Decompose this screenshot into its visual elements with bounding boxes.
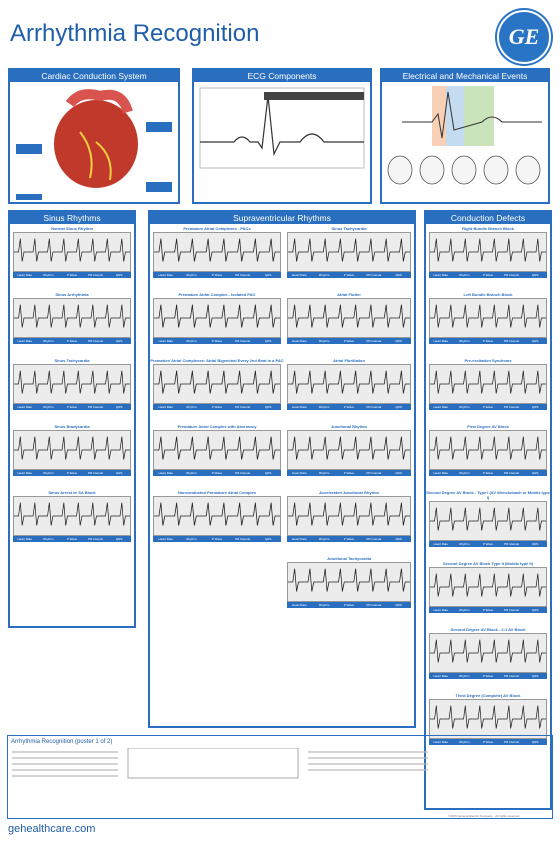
ecg-strip — [429, 501, 547, 541]
table-header-cell: QRS — [264, 537, 272, 541]
table-header-cell: Rhythm — [459, 405, 470, 409]
table-header-cell: PR Interval — [504, 740, 519, 744]
ecg-strip — [153, 364, 281, 404]
page-title: Arrhythmia Recognition — [10, 20, 260, 47]
table-header-cell: QRS — [395, 471, 402, 475]
footer-info — [7, 735, 553, 819]
rhythm-title: Second Degree AV Block - 2:1 AV Block — [450, 627, 526, 632]
table-header-cell: Heart Rate — [292, 603, 307, 607]
rhythm-table-values — [429, 344, 547, 352]
table-header-cell: Rhythm — [43, 471, 54, 475]
footer-title: Arrhythmia Recognition (poster 1 of 2) — [11, 739, 113, 745]
ecg-strip — [13, 364, 131, 404]
ecg-strip — [429, 633, 547, 673]
table-header-cell: Heart Rate — [292, 339, 307, 343]
table-header-cell: Heart Rate — [292, 537, 307, 541]
rhythm-block — [284, 424, 414, 484]
rhythm-title: Left Bundle Branch Block — [463, 292, 513, 297]
rhythm-block — [150, 424, 284, 484]
table-header-cell: PR Interval — [88, 405, 103, 409]
ecg-strip — [153, 232, 281, 272]
table-header-cell: QRS — [531, 471, 539, 475]
table-header-cell: Heart Rate — [433, 608, 449, 612]
table-header-cell: Heart Rate — [433, 542, 449, 546]
table-header-cell: P Wave — [343, 339, 355, 343]
table-header-cell: Rhythm — [319, 537, 330, 541]
rhythm-table-values — [287, 476, 411, 484]
rhythm-table-values — [287, 344, 411, 352]
footer-url[interactable]: gehealthcare.com — [8, 823, 96, 835]
table-header-cell: Heart Rate — [292, 405, 307, 409]
table-header-cell: PR Interval — [366, 339, 382, 343]
panel-title: Sinus Rhythms — [10, 212, 134, 224]
ge-logo: GE — [497, 10, 551, 64]
table-header-cell: Rhythm — [186, 537, 197, 541]
table-header-cell: P Wave — [211, 405, 223, 409]
rhythm-block — [426, 292, 550, 352]
rhythm-title: Sinus Arrest or SA Block — [48, 490, 96, 495]
table-header-cell: Rhythm — [459, 608, 470, 612]
rhythm-title: Junctional Rhythm — [330, 424, 367, 429]
ecg-strip — [287, 562, 411, 602]
panel-title: Electrical and Mechanical Events — [382, 70, 548, 82]
rhythm-table-values — [153, 542, 281, 550]
table-header-cell: PR Interval — [88, 339, 103, 343]
table-header-cell: QRS — [264, 339, 272, 343]
rhythm-table-values — [13, 278, 131, 286]
ecg-strip — [287, 430, 411, 470]
rhythm-block — [426, 561, 550, 621]
table-header-cell: QRS — [115, 537, 123, 541]
footer-text-lines — [8, 748, 548, 814]
ecg-strip — [287, 232, 411, 272]
rhythm-table-values — [13, 344, 131, 352]
rhythm-title: Right Bundle Branch Block — [462, 226, 514, 231]
table-header-cell: QRS — [115, 471, 123, 475]
rhythm-table-values — [429, 613, 547, 621]
table-header-cell: PR Interval — [366, 537, 382, 541]
rhythm-table-values — [429, 278, 547, 286]
rhythm-table-values — [153, 410, 281, 418]
table-header-cell: PR Interval — [504, 339, 519, 343]
rhythm-title: Sinus Tachycardia — [331, 226, 367, 231]
table-header-cell: QRS — [531, 740, 539, 744]
table-header-cell: Heart Rate — [433, 740, 449, 744]
ecg-strip — [153, 298, 281, 338]
table-header-cell: P Wave — [482, 608, 494, 612]
table-header-cell: QRS — [395, 339, 402, 343]
table-header-cell: P Wave — [66, 339, 78, 343]
table-header-cell: QRS — [531, 273, 539, 277]
rhythm-table-values — [153, 344, 281, 352]
rhythm-block — [10, 226, 134, 286]
rhythm-title: Premature Atrial Complexes - PACs — [183, 226, 251, 231]
rhythm-title: Atrial Flutter — [337, 292, 361, 297]
table-header-cell: QRS — [531, 339, 539, 343]
rhythm-block — [284, 490, 414, 550]
ecg-strip — [13, 496, 131, 536]
copyright: ©2015 General Electric Company - All rights reserved. — [448, 814, 521, 818]
table-header-cell: P Wave — [343, 471, 355, 475]
rhythm-title: Third Degree (Complete) AV Block — [455, 693, 521, 698]
rhythm-block — [10, 424, 134, 484]
table-header-cell: Heart Rate — [433, 273, 449, 277]
table-header-cell: P Wave — [482, 405, 494, 409]
table-header-cell: Heart Rate — [17, 471, 33, 475]
table-header-cell: PR Interval — [366, 405, 382, 409]
rhythm-table-values — [287, 410, 411, 418]
table-header-cell: QRS — [264, 471, 272, 475]
ecg-strip — [429, 232, 547, 272]
table-header-cell: P Wave — [211, 273, 223, 277]
table-header-cell: QRS — [115, 273, 123, 277]
rhythm-table-values — [429, 476, 547, 484]
table-header-cell: Rhythm — [43, 405, 54, 409]
table-header-cell: P Wave — [66, 273, 78, 277]
panel-conduction — [8, 68, 180, 204]
table-header-cell: PR Interval — [366, 471, 382, 475]
rhythm-title: Premature Atrial Complex - Isolated PAC — [178, 292, 256, 297]
table-header-cell: PR Interval — [504, 674, 519, 678]
rhythm-table-values — [153, 476, 281, 484]
table-header-cell: Heart Rate — [292, 471, 307, 475]
table-header-cell: QRS — [531, 542, 539, 546]
table-header-cell: Rhythm — [43, 273, 54, 277]
ecg-strip — [287, 298, 411, 338]
table-header-cell: Rhythm — [186, 339, 197, 343]
table-header-cell: QRS — [395, 273, 402, 277]
table-header-cell: P Wave — [482, 339, 494, 343]
rhythm-title: Atrial Fibrillation — [333, 358, 365, 363]
table-header-cell: PR Interval — [88, 471, 103, 475]
table-header-cell: PR Interval — [88, 537, 103, 541]
table-header-cell: Rhythm — [459, 740, 470, 744]
rhythm-title: Second Degree AV Block - Type I (AV Wenckebach or Mobitz type I) — [426, 490, 550, 500]
rhythm-title: Junctional Tachycardia — [326, 556, 372, 561]
table-header-cell: P Wave — [66, 537, 78, 541]
table-header-cell: QRS — [531, 674, 539, 678]
table-header-cell: PR Interval — [504, 405, 519, 409]
rhythm-block — [426, 226, 550, 286]
ecg-strip — [13, 232, 131, 272]
table-header-cell: P Wave — [343, 603, 355, 607]
table-header-cell: PR Interval — [366, 603, 382, 607]
supra-left-column — [150, 224, 284, 622]
rhythm-table-values — [287, 608, 411, 616]
rhythm-table-values — [429, 679, 547, 687]
table-header-cell: Heart Rate — [158, 471, 174, 475]
rhythm-table-values — [429, 410, 547, 418]
rhythm-block — [150, 292, 284, 352]
table-header-cell: Heart Rate — [158, 537, 174, 541]
table-header-cell: P Wave — [482, 674, 494, 678]
panel-title: Conduction Defects — [426, 212, 550, 224]
rhythm-title: First Degree AV Block — [467, 424, 509, 429]
rhythm-title: Premature Atrial Complex with Aberrancy — [177, 424, 257, 429]
table-header-cell: P Wave — [66, 471, 78, 475]
rhythm-title: Nonconducted Premature Atrial Complex — [177, 490, 257, 495]
table-header-cell: PR Interval — [235, 405, 250, 409]
electrical-diagram — [382, 82, 548, 202]
ecg-strip — [13, 430, 131, 470]
panel-electrical — [380, 68, 550, 204]
table-header-cell: QRS — [395, 405, 402, 409]
table-header-cell: PR Interval — [235, 273, 250, 277]
ecg-strip — [153, 496, 281, 536]
table-header-cell: Rhythm — [186, 273, 197, 277]
table-header-cell: PR Interval — [504, 542, 519, 546]
table-header-cell: PR Interval — [235, 471, 250, 475]
panel-supraventricular — [148, 210, 416, 728]
table-header-cell: Heart Rate — [158, 273, 174, 277]
table-header-cell: Heart Rate — [17, 273, 33, 277]
table-header-cell: P Wave — [482, 542, 494, 546]
table-header-cell: PR Interval — [88, 273, 103, 277]
table-header-cell: PR Interval — [366, 273, 382, 277]
rhythm-block — [426, 358, 550, 418]
ecg-strip — [287, 496, 411, 536]
table-header-cell: Heart Rate — [17, 537, 33, 541]
rhythm-title: Sinus Tachycardia — [54, 358, 90, 363]
panel-defects — [424, 210, 552, 810]
rhythm-table-values — [153, 278, 281, 286]
rhythm-title: Sinus Arrhythmia — [55, 292, 89, 297]
table-header-cell: QRS — [531, 405, 539, 409]
ecg-grid — [194, 82, 370, 172]
table-header-cell: P Wave — [343, 273, 355, 277]
rhythm-block — [10, 358, 134, 418]
rhythm-block — [284, 226, 414, 286]
table-header-cell: Heart Rate — [433, 471, 449, 475]
table-header-cell: P Wave — [343, 405, 355, 409]
table-header-cell: Rhythm — [319, 603, 330, 607]
ecg-strip — [429, 699, 547, 739]
table-header-cell: P Wave — [211, 471, 223, 475]
table-header-cell: Rhythm — [459, 471, 470, 475]
rhythm-table-values — [287, 278, 411, 286]
table-header-cell: PR Interval — [235, 339, 250, 343]
table-header-cell: Heart Rate — [433, 405, 449, 409]
rhythm-title: Pre-excitation Syndrome — [464, 358, 512, 363]
sinus-list — [10, 226, 134, 550]
rhythm-block — [150, 490, 284, 550]
rhythm-table-values — [13, 542, 131, 550]
rhythm-table-values — [429, 547, 547, 555]
ecg-strip — [429, 298, 547, 338]
rhythm-block — [426, 424, 550, 484]
table-header-cell: Rhythm — [186, 471, 197, 475]
table-header-cell: QRS — [115, 405, 123, 409]
table-header-cell: PR Interval — [504, 273, 519, 277]
rhythm-table-values — [13, 476, 131, 484]
rhythm-block — [150, 226, 284, 286]
table-header-cell: Rhythm — [43, 339, 54, 343]
table-header-cell: Rhythm — [319, 339, 330, 343]
table-header-cell: QRS — [531, 608, 539, 612]
rhythm-table-values — [13, 410, 131, 418]
ecg-strip — [287, 364, 411, 404]
table-header-cell: Rhythm — [459, 273, 470, 277]
heart-illustration — [10, 82, 178, 200]
table-header-cell: QRS — [395, 603, 402, 607]
table-header-cell: Heart Rate — [433, 674, 449, 678]
table-header-cell: Heart Rate — [158, 405, 174, 409]
table-header-cell: QRS — [115, 339, 123, 343]
panel-title: ECG Components — [194, 70, 370, 82]
table-header-cell: P Wave — [66, 405, 78, 409]
panel-ecg — [192, 68, 372, 204]
table-header-cell: Rhythm — [43, 537, 54, 541]
table-header-cell: P Wave — [482, 740, 494, 744]
ecg-strip — [429, 430, 547, 470]
table-header-cell: P Wave — [211, 339, 223, 343]
ecg-strip — [13, 298, 131, 338]
supra-right-column — [284, 224, 414, 622]
table-header-cell: QRS — [264, 273, 272, 277]
table-header-cell: P Wave — [343, 537, 355, 541]
rhythm-table-values — [287, 542, 411, 550]
table-header-cell: P Wave — [482, 273, 494, 277]
table-header-cell: Heart Rate — [292, 273, 307, 277]
table-header-cell: QRS — [395, 537, 402, 541]
rhythm-block — [10, 490, 134, 550]
table-header-cell: Heart Rate — [17, 339, 33, 343]
panel-title: Supraventricular Rhythms — [150, 212, 414, 224]
table-header-cell: QRS — [264, 405, 272, 409]
ecg-strip — [429, 364, 547, 404]
rhythm-block — [426, 627, 550, 687]
table-header-cell: Rhythm — [186, 405, 197, 409]
ecg-strip — [429, 567, 547, 607]
ecg-strip — [153, 430, 281, 470]
table-header-cell: Heart Rate — [17, 405, 33, 409]
rhythm-title: Sinus Bradycardia — [54, 424, 90, 429]
table-header-cell: PR Interval — [504, 608, 519, 612]
panel-title: Cardiac Conduction System — [10, 70, 178, 82]
table-header-cell: Heart Rate — [433, 339, 449, 343]
defects-list — [426, 226, 550, 753]
rhythm-title: Normal Sinus Rhythm — [51, 226, 93, 231]
table-header-cell: Rhythm — [459, 542, 470, 546]
rhythm-title: Premature Atrial Complexes: Atrial Bigeminal Every 2nd Beat is a PAC — [150, 358, 284, 363]
table-header-cell: Heart Rate — [158, 339, 174, 343]
rhythm-block — [426, 490, 550, 555]
table-header-cell: P Wave — [211, 537, 223, 541]
table-header-cell: P Wave — [482, 471, 494, 475]
rhythm-title: Accelerated Junctional Rhythm — [319, 490, 379, 495]
table-header-cell: PR Interval — [504, 471, 519, 475]
rhythm-block — [284, 292, 414, 352]
rhythm-block — [150, 358, 284, 418]
rhythm-block — [284, 556, 414, 616]
table-header-cell: Rhythm — [459, 674, 470, 678]
table-header-cell: Rhythm — [319, 273, 330, 277]
rhythm-title: Second Degree AV Block Type II (Mobitz type II) — [443, 561, 533, 566]
table-header-cell: Rhythm — [319, 471, 330, 475]
table-header-cell: Rhythm — [319, 405, 330, 409]
rhythm-block — [10, 292, 134, 352]
rhythm-block — [284, 358, 414, 418]
panel-sinus — [8, 210, 136, 628]
table-header-cell: PR Interval — [235, 537, 250, 541]
table-header-cell: Rhythm — [459, 339, 470, 343]
